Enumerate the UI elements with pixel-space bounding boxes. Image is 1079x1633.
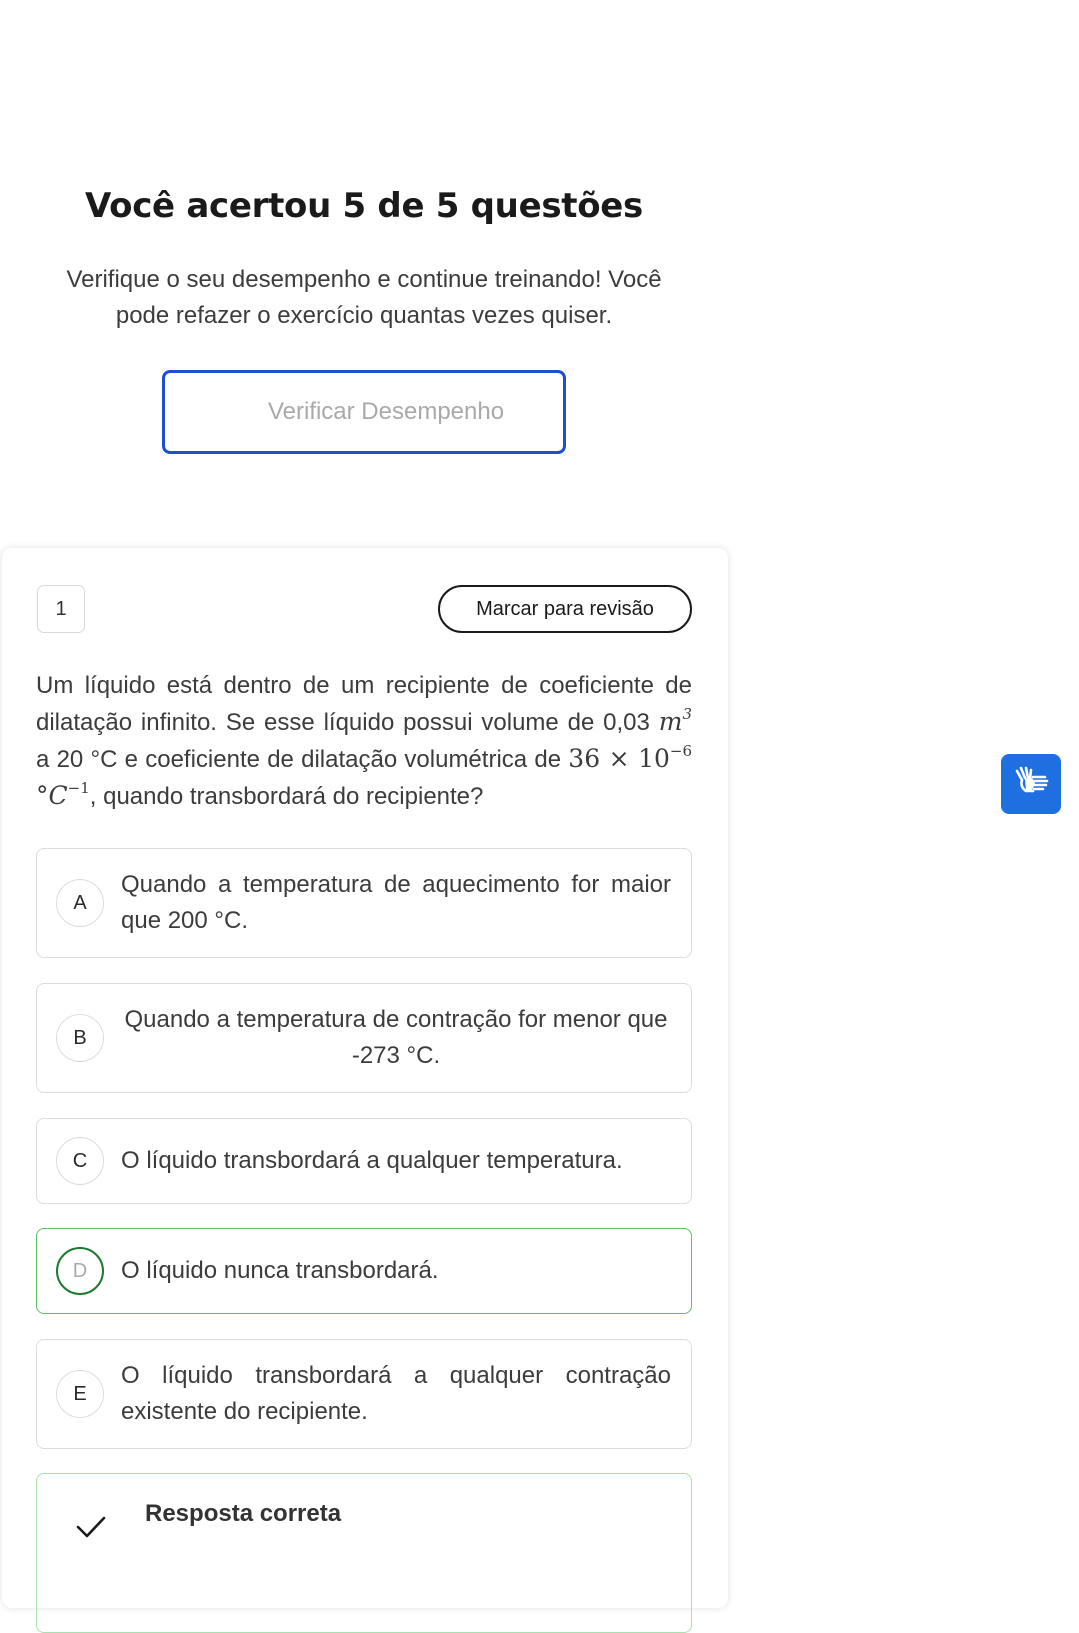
- question-number: 1: [37, 585, 85, 633]
- option-e[interactable]: [36, 1339, 692, 1449]
- math-coefficient: $36 \times 10^{-6}$ $^\circ C^{-1}$: [36, 742, 693, 810]
- sign-language-hands-icon: [1011, 765, 1051, 804]
- option-text: O líquido nunca transbordará.: [121, 1257, 439, 1284]
- option-letter: E: [56, 1370, 104, 1418]
- option-c[interactable]: [36, 1118, 692, 1204]
- correct-answer-panel: [36, 1473, 692, 1633]
- question-text-part3: , quando transbordará do recipiente?: [89, 783, 484, 810]
- option-letter: C: [56, 1137, 104, 1185]
- question-text-part1: Um líquido está dentro de um recipiente de coeficiente de dilatação infinito. Se esse líquido possui volume de 0,03: [36, 672, 692, 736]
- option-text: Quando a temperatura de aquecimento for maior que 200 °C.: [121, 871, 671, 934]
- option-a[interactable]: [36, 848, 692, 958]
- results-title: Você acertou 5 de 5 questões: [84, 186, 643, 226]
- mark-for-review-button[interactable]: Marcar para revisão: [438, 585, 692, 633]
- sign-language-accessibility-button[interactable]: [1001, 754, 1061, 814]
- option-text: O líquido transbordará a qualquer temperatura.: [121, 1147, 623, 1174]
- question-card: [2, 548, 728, 1608]
- verify-performance-button[interactable]: Verificar Desempenho: [162, 370, 566, 454]
- question-text-part2: a 20 °C e coeficiente de dilatação volumétrica de: [36, 746, 562, 773]
- option-text: Quando a temperatura de contração for menor que -273 °C.: [124, 1006, 668, 1069]
- option-text: O líquido transbordará a qualquer contração existente do recipiente.: [121, 1362, 671, 1425]
- correct-answer-title: Resposta correta: [145, 1500, 342, 1527]
- option-d[interactable]: [36, 1228, 692, 1314]
- question-text: [36, 668, 692, 815]
- math-volume: $m^3$: [658, 705, 692, 736]
- check-icon: [75, 1514, 107, 1545]
- results-subtitle: Verifique o seu desempenho e continue treinando! Você pode refazer o exercício quantas vezes quiser.: [66, 266, 662, 329]
- option-letter: A: [56, 879, 104, 927]
- option-letter: B: [56, 1014, 104, 1062]
- option-letter: D: [56, 1247, 104, 1295]
- option-b[interactable]: [36, 983, 692, 1093]
